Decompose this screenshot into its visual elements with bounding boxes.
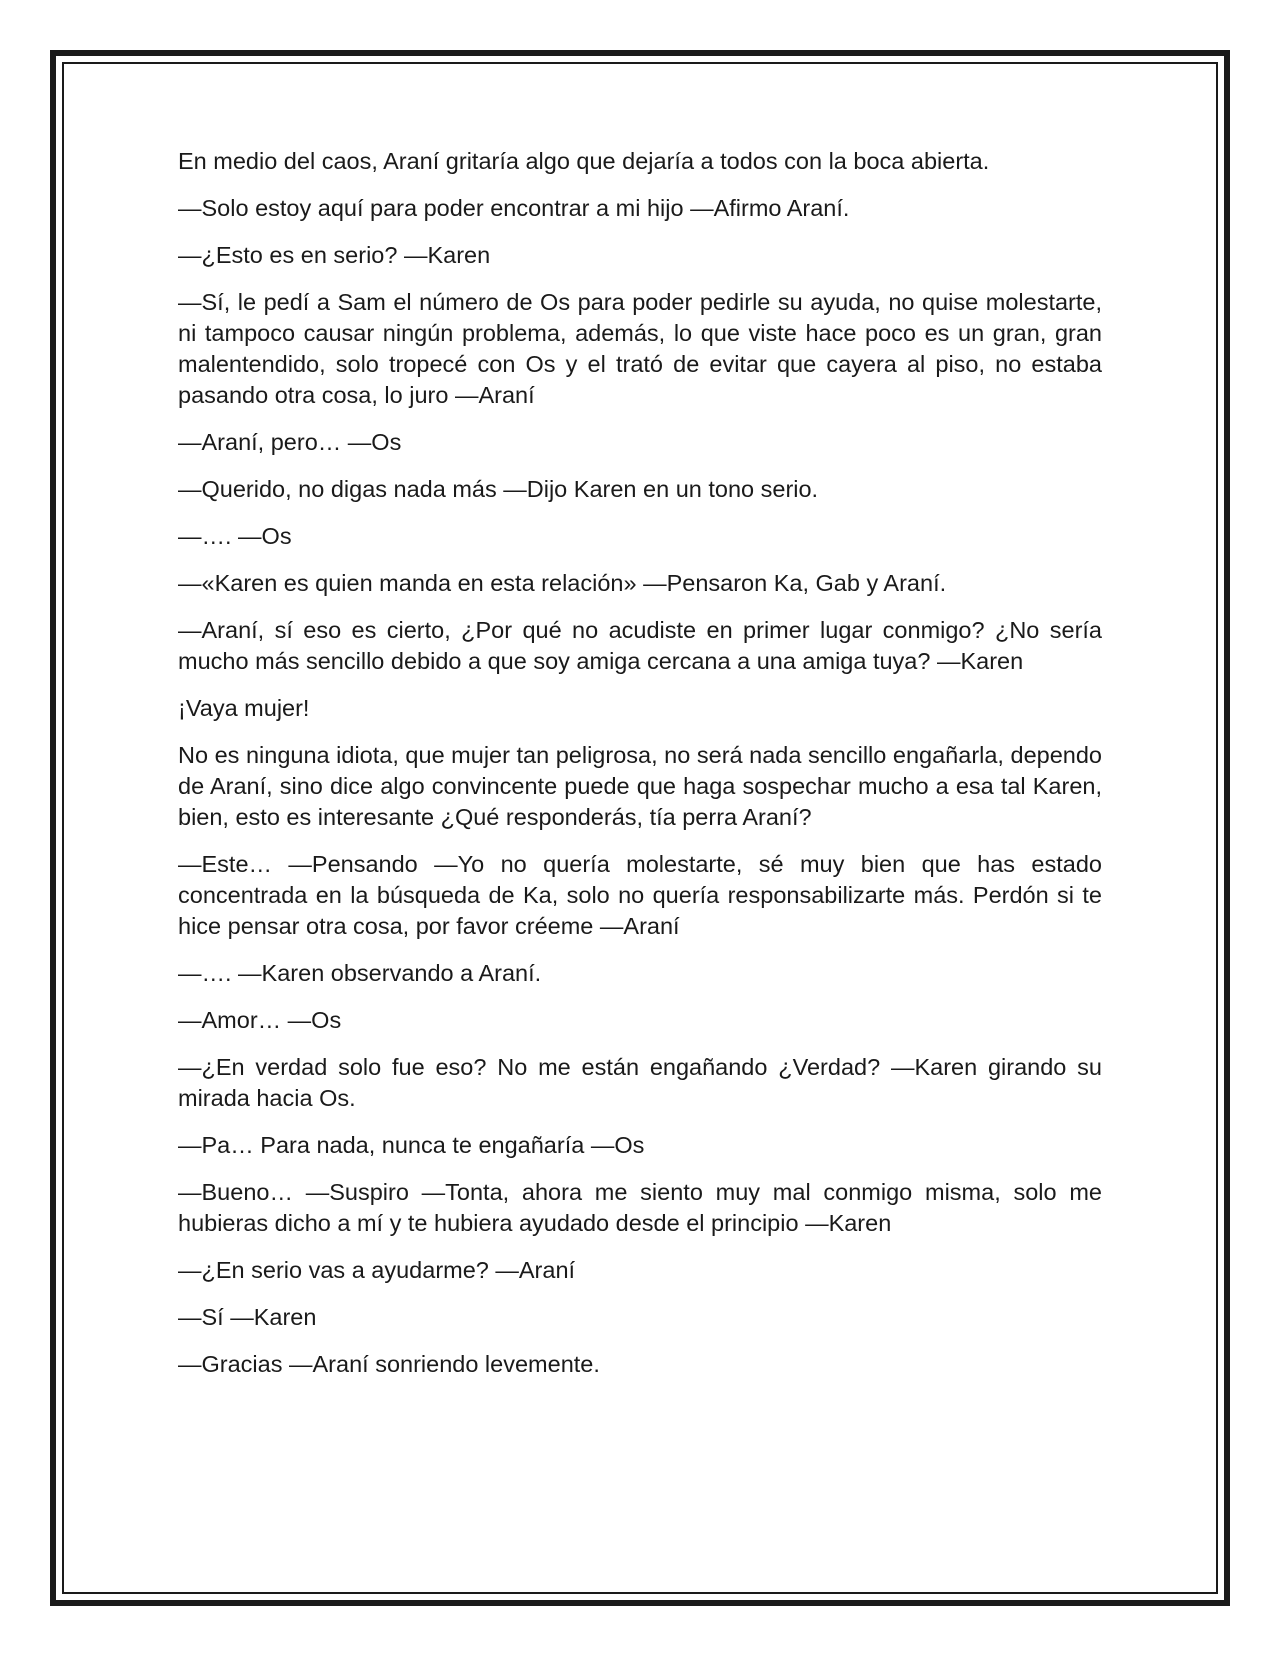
paragraph: —Solo estoy aquí para poder encontrar a mi hijo —Afirmo Araní.: [178, 195, 850, 221]
paragraph: —Amor… —Os: [178, 1007, 342, 1033]
paragraph: —¿Esto es en serio? —Karen: [178, 242, 491, 268]
paragraph: —Sí, le pedí a Sam el número de Os para poder pedirle su ayuda, no quise molestarte, ni tampoco causar ningún problema, además, lo que viste hace poco es un gran, gran malentendido, solo tropecé con Os y el trató de evitar que cayera al piso, no estaba pasando otra cosa, lo juro —Araní: [178, 289, 1102, 408]
paragraph: —¿En verdad solo fue eso? No me están engañando ¿Verdad? —Karen girando su mirada hacia Os.: [178, 1054, 1102, 1111]
paragraph: —Este… —Pensando —Yo no quería molestarte, sé muy bien que has estado concentrada en la búsqueda de Ka, solo no quería responsabilizarte más. Perdón si te hice pensar otra cosa, por favor créeme —Araní: [178, 851, 1102, 939]
paragraph: —Bueno… —Suspiro —Tonta, ahora me siento muy mal conmigo misma, solo me hubieras dicho a mí y te hubiera ayudado desde el principio —Karen: [178, 1179, 1102, 1236]
paragraph: —Araní, pero… —Os: [178, 429, 402, 455]
paragraph: En medio del caos, Araní gritaría algo que dejaría a todos con la boca abierta.: [178, 148, 990, 174]
paragraph: No es ninguna idiota, que mujer tan peligrosa, no será nada sencillo engañarla, dependo de Araní, sino dice algo convincente puede que haga sospechar mucho a esa tal Karen, bien, esto es interesante ¿Qué responderás, tía perra Araní?: [178, 742, 1102, 830]
paragraph: —«Karen es quien manda en esta relación» —Pensaron Ka, Gab y Araní.: [178, 570, 947, 596]
paragraph: —Pa… Para nada, nunca te engañaría —Os: [178, 1132, 645, 1158]
paragraph: —Gracias —Araní sonriendo levemente.: [178, 1351, 600, 1377]
paragraph: —Araní, sí eso es cierto, ¿Por qué no acudiste en primer lugar conmigo? ¿No sería mucho más sencillo debido a que soy amiga cercana a una amiga tuya? —Karen: [178, 617, 1102, 674]
paragraph: —Sí —Karen: [178, 1304, 317, 1330]
paragraph: —…. —Karen observando a Araní.: [178, 960, 542, 986]
paragraph: —¿En serio vas a ayudarme? —Araní: [178, 1257, 576, 1283]
document-body: [178, 146, 1102, 1396]
paragraph: ¡Vaya mujer!: [178, 695, 310, 721]
paragraph: —…. —Os: [178, 523, 292, 549]
paragraph: —Querido, no digas nada más —Dijo Karen en un tono serio.: [178, 476, 819, 502]
